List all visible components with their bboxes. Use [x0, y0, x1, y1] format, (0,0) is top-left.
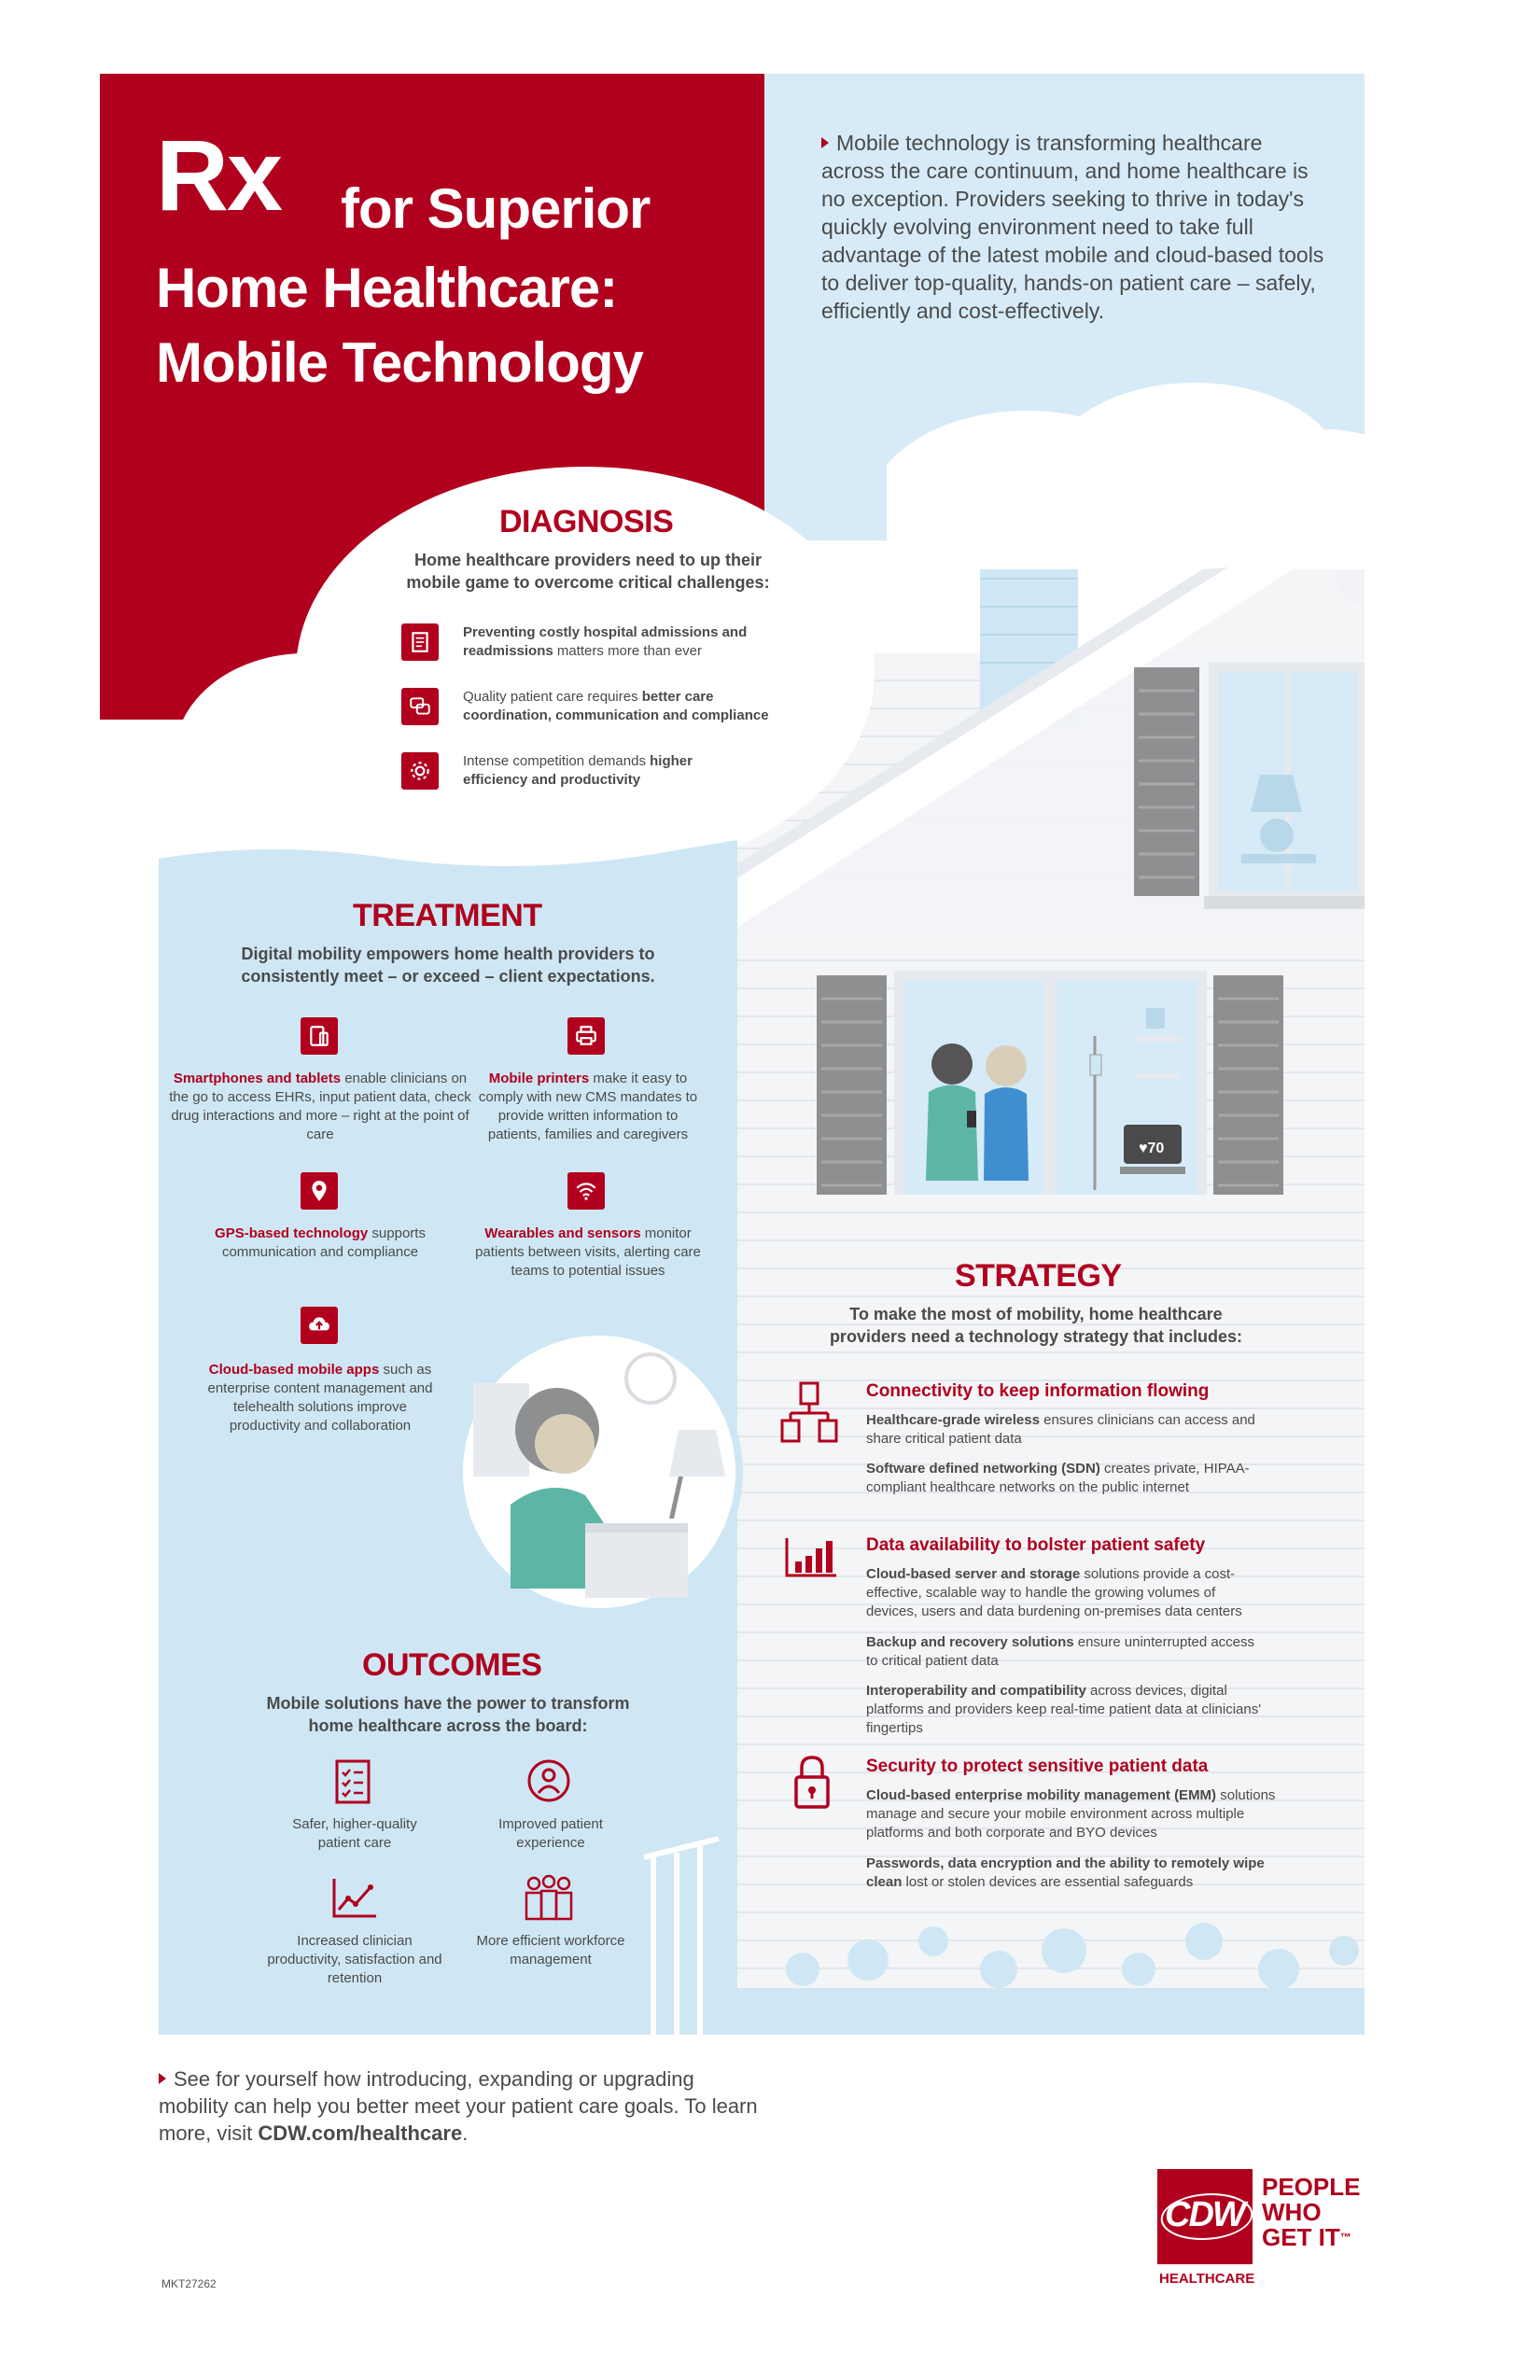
wifi-icon [567, 1172, 605, 1210]
gear-icon [401, 752, 439, 790]
arrow-right-icon [821, 137, 829, 148]
strategy-subtitle: To make the most of mobility, home healthcare providers need a technology strategy that includes: [829, 1305, 1243, 1346]
strategy-group-2-heading: Data availability to bolster patient safety [866, 1535, 1206, 1555]
strategy-group-2-point-1: Cloud-based server and storage solutions provide a cost-effective, scalable way to handle the growing volumes of devices, users and data burdening on-premises data centers [866, 1566, 1242, 1619]
network-icon [780, 1381, 838, 1443]
treatment-title: TREATMENT [353, 898, 542, 933]
padlock-icon [793, 1755, 831, 1811]
document-icon [401, 623, 439, 661]
title-line-2: Home Healthcare: [156, 257, 618, 319]
printer-icon [567, 1017, 605, 1055]
outcome-item-1: Safer, higher-quality patient care [292, 1816, 417, 1851]
logo-word: CDW [1165, 2195, 1244, 2234]
treatment-item-1: Smartphones and tablets enable clinicians on the go to access EHRs, input patient data, check drug interactions and more – right at the point of care [169, 1071, 471, 1142]
strategy-group-2-point-3: Interoperability and compatibility across devices, digital platforms and providers keep real-time patient data at clinicians' fingertips [866, 1683, 1262, 1736]
strategy-title: STRATEGY [955, 1258, 1122, 1294]
sky-cloud [887, 355, 1365, 569]
line-chart-icon [331, 1876, 378, 1919]
diagnosis-title: DIAGNOSIS [499, 504, 674, 539]
intro-text: Mobile technology is transforming healthcare across the care continuum, and home healthcare is no exception. Providers seeking to thrive in today's quickly evolving environment need to take full advantage of the latest mobile and cloud-based tools to deliver top-quality, hands-on patient care – safely, efficiently and cost-effectively. [821, 131, 1324, 323]
logo-subtitle: HEALTHCARE [1159, 2271, 1255, 2287]
patient-icon [525, 1757, 572, 1804]
strategy-group-1-point-1: Healthcare-grade wireless ensures clinicians can access and share critical patient data [866, 1412, 1255, 1447]
treatment-subtitle: Digital mobility empowers home health providers to consistently meet – or exceed – client expectations. [241, 945, 655, 986]
logo-tagline: PEOPLE WHO GET IT™ [1262, 2173, 1361, 2251]
checklist-icon [331, 1757, 374, 1804]
treatment-item-4: Wearables and sensors monitor patients between visits, alerting care teams to potential issues [475, 1225, 701, 1279]
strategy-group-3-heading: Security to protect sensitive patient data [866, 1757, 1209, 1776]
treatment-item-5: Cloud-based mobile apps such as enterprise content management and telehealth solutions improve productivity and collaboration [207, 1362, 433, 1434]
title-line-1: for Superior [341, 177, 651, 240]
strategy-group-1-point-2: Software defined networking (SDN) creates private, HIPAA-compliant healthcare networks on the public internet [866, 1461, 1250, 1495]
cdw-healthcare-link[interactable]: CDW.com/healthcare [258, 2121, 463, 2145]
outcome-item-2: Improved patient experience [498, 1816, 603, 1851]
diagnosis-subtitle: Home healthcare providers need to up their mobile game to overcome critical challenges: [406, 551, 770, 592]
treatment-item-3: GPS-based technology supports communication and compliance [215, 1225, 426, 1260]
title-rx: Rx [156, 119, 282, 231]
patient-at-laptop-illustration [455, 1327, 744, 1617]
team-icon [521, 1874, 577, 1921]
location-pin-icon [301, 1172, 338, 1210]
outcomes-subtitle: Mobile solutions have the power to transform home healthcare across the board: [266, 1694, 630, 1735]
outcome-item-3: Increased clinician productivity, satisfaction and retention [267, 1933, 442, 1986]
title-line-3: Mobile Technology [156, 331, 643, 394]
outcomes-title: OUTCOMES [362, 1647, 542, 1683]
document-code: MKT27262 [161, 2277, 217, 2290]
treatment-item-2: Mobile printers make it easy to comply with new CMS mandates to provide written information to patients, families and caregivers [478, 1071, 698, 1142]
monitor-reading: ♥70 [1139, 1141, 1165, 1156]
outcome-item-4: More efficient workforce management [476, 1933, 625, 1967]
tablet-icon [301, 1017, 338, 1055]
strategy-group-1-heading: Connectivity to keep information flowing [866, 1381, 1210, 1401]
cdw-logo [1157, 2169, 1253, 2264]
strategy-group-3-point-2: Passwords, data encryption and the ability to remotely wipe clean lost or stolen devices are essential safeguards [866, 1855, 1265, 1890]
strategy-group-2-point-2: Backup and recovery solutions ensure uninterrupted access to critical patient data [866, 1634, 1255, 1669]
chat-icon [401, 688, 439, 725]
cloud-upload-icon [301, 1307, 338, 1344]
bar-chart-icon [784, 1535, 838, 1578]
arrow-right-icon [159, 2073, 166, 2084]
footer-cta: See for yourself how introducing, expanding or upgrading mobility can help you better meet your patient care goals. To learn more, visit CDW.com/healthcare. [159, 2067, 758, 2145]
strategy-group-3-point-1: Cloud-based enterprise mobility management (EMM) solutions manage and secure your mobile environment across multiple platforms and both corporate and BYO devices [866, 1787, 1276, 1841]
